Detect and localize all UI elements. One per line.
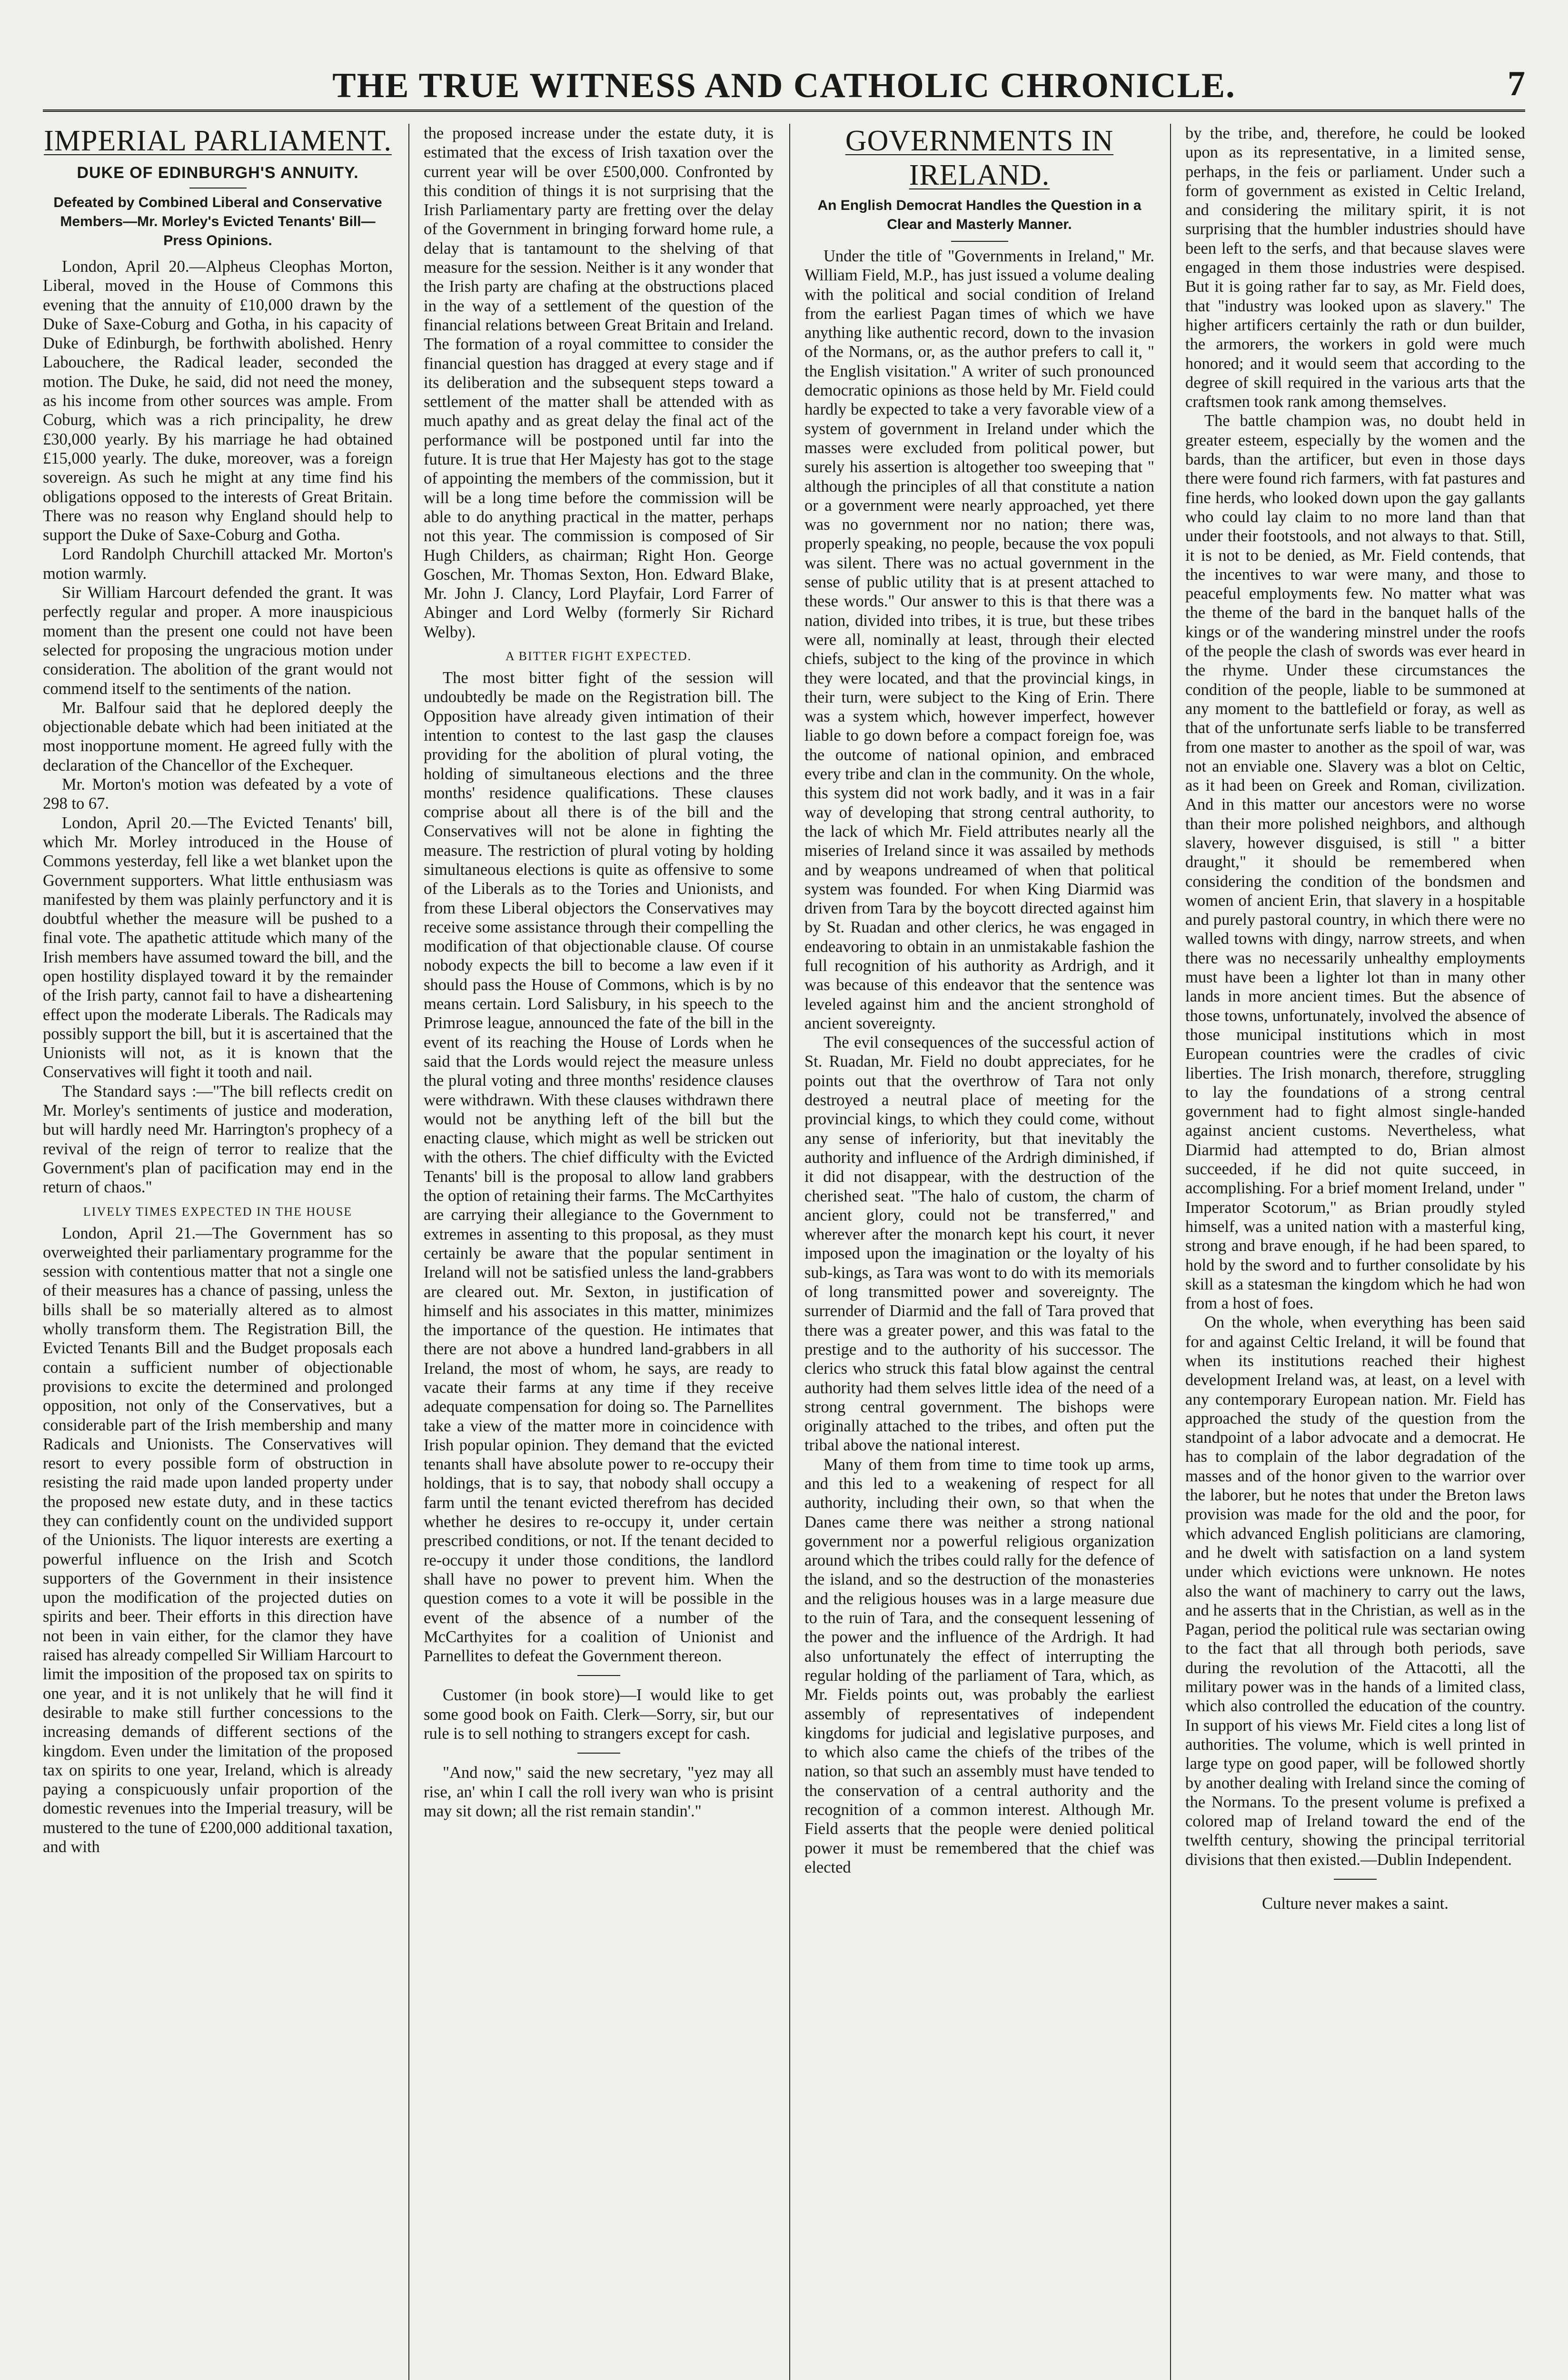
article-paragraph: The Standard says :—"The bill reflects credit on Mr. Morley's sentiments of justice and moderation, but will hardly need Mr. Harrington's prophecy of a revival of the reign of terror to realize that the Government's plan of pacification may end in the return of chaos." [43, 1082, 393, 1197]
running-title: THE TRUE WITNESS AND CATHOLIC CHRONICLE. [332, 66, 1236, 105]
article-paragraph: Lord Randolph Churchill attacked Mr. Morton's motion warmly. [43, 545, 393, 583]
article-paragraph: The battle champion was, no doubt held in greater esteem, especially by the women and the bards, than the artificer, but even in those days there were found rich farmers, with fat pastures and fine herds, who looked down upon the gay gallants who could lay claim to no more land than that under their footstools, and not always to that. Still, it is not to be denied, as Mr. Field contends, that the incentives to war were many, and those to peaceful employments few. No matter what was the theme of the bard in the banquet halls of the kings or of the wandering minstrel under the roofs of the people the clash of swords was ever heard in the rhyme. Under these circumstances the condition of the people, liable to be summoned at any moment to the battlefield or foray, as well as that of the unfortunate serfs liable to be transferred from one master to another as the spoil of war, was not an enviable one. Slavery was a blot on Celtic, as it had been on Greek and Roman, civilization. And in this matter our ancestors were no worse than their more polished neighbors, and although slavery, however disguised, is still " a bitter draught," it should be remembered when considering the condition of the bondsmen and women of ancient Erin, that slavery in a hospitable and purely pastoral country, in which there were no walled towns with dingy, narrow streets, and when there was no necessarily unhealthy employments must have been a lighter lot than in many other lands in more ancient times. But the absence of those towns, unfortunately, involved the absence of those municipal institutions which in most European countries were the cradles of civic liberties. The Irish monarch, therefore, struggling to lay the foundations of a strong central government had to fight almost single-handed against ancient customs. Nevertheless, what Diarmid had attempted to do, Brian almost succeeded, if he did not quite succeed, in accomplishing. For a brief moment Ireland, under " Imperator Scotorum," as Brian proudly styled himself, was a united nation with a masterful king, strong and brave enough, if he had been spared, to hold by the sword and to further consolidate by his skill as a statesman the kingdom which he had won from a host of foes. [1185, 412, 1525, 1313]
article-subdeck: An English Democrat Handles the Question in a Clear and Masterly Manner. [817, 198, 1141, 232]
column-divider [408, 124, 409, 2380]
article-paragraph: Mr. Morton's motion was defeated by a vote of 298 to 67. [43, 775, 393, 813]
article-paragraph: the proposed increase under the estate duty, it is estimated that the excess of Irish taxation over the current year will be over £500,000. Confronted by this condition of things it is not surprising that the Irish Parliamentary party are fretting over the delay of the Government in bringing forward home rule, a delay that is tantamount to the shelving of that measure for the session. Neither is it any wonder that the Irish party are chafing at the obstructions placed in the way of a settlement of the question of the financial relations between Great Britain and Ireland. The formation of a royal committee to consider the financial question has dragged at every stage and if its deliberation and the subsequent steps toward a settlement of the matter shall be attended with as much apathy and as great delay the final act of the performance will be postponed until far into the future. It is true that Her Majesty has got to the stage of appointing the members of the commission, but it will be a long time before the commission will be able to do anything practical in the matter, perhaps not this year. The commission is composed of Sir Hugh Childers, as chairman; Right Hon. George Goschen, Mr. Thomas Sexton, Hon. Edward Blake, Mr. John J. Clancy, Lord Playfair, Lord Farrer of Abinger and Lord Welby (formerly Sir Richard Welby). [424, 124, 774, 641]
section-head: LIVELY TIMES EXPECTED IN THE HOUSE [83, 1204, 353, 1219]
item-rule [577, 1753, 620, 1754]
item-rule [577, 1675, 620, 1676]
article-paragraph: Sir William Harcourt defended the grant. It was perfectly regular and proper. A more inauspicious moment than the present one could not have been selected for proposing the ungracious motion under consideration. The abolition of the grant would not commend itself to the sentiments of the nation. [43, 584, 393, 698]
column-divider [1170, 124, 1171, 2380]
column-4 [1185, 124, 1525, 2380]
article-paragraph: by the tribe, and, therefore, he could be looked upon as its representative, in a limited sense, perhaps, in the feis or parliament. Under such a form of government as existed in Celtic Ireland, and considering the military spirit, it is not surprising that the humbler industries should have been left to the serfs, and that because slaves were engaged in them those industries were despised. But it is going rather far to say, as Mr. Field does, that "industry was looked upon as slavery." The higher artificers certainly the rath or dun builder, the armorers, the workers in gold were much honored; and it would seem that according to the degree of skill required in the various arts that the craftsmen took rank among themselves. [1185, 124, 1525, 411]
running-head [43, 52, 1525, 109]
article-deck: DUKE OF EDINBURGH'S ANNUITY. [77, 164, 359, 182]
head-rule [43, 109, 1525, 116]
article-paragraph: The evil consequences of the successful action of St. Ruadan, Mr. Field no doubt appreciates, for he points out that the overthrow of Tara not only destroyed a neutral place of meeting for the provincial kings, to which they could come, without any sense of inferiority, but that inevitably the authority and influence of the Ardrigh diminished, if it did not disappear, with the destruction of the cherished seat. "The halo of custom, the charm of ancient glory, could not be transferred," and wherever after the monarch kept his court, it never imposed upon the imagination or the loyalty of his sub-kings, as Tara was wont to do with its memorials of long transmitted power and sovereignty. The surrender of Diarmid and the fall of Tara proved that there was a greater power, and this was fatal to the prestige and to the authority of his successor. The clerics who struck this fatal blow against the central authority had them selves little idea of the need of a strong central government. The bishops were originally attached to the tribes, and often put the tribal above the national interest. [804, 1033, 1154, 1455]
article-paragraph: Mr. Balfour said that he deplored deeply the objectionable debate which had been initiated at the most inopportune moment. He agreed fully with the declaration of the Chancellor of the Exchequer. [43, 698, 393, 774]
column-divider [789, 124, 790, 2380]
article-headline: GOVERNMENTS IN IRELAND. [845, 125, 1114, 191]
article-paragraph: Under the title of "Governments in Ireland," Mr. William Field, M.P., has just issued a volume dealing with the political and social condition of Ireland from the earliest Pagan times of which we have anything like authentic record, down to the invasion of the Normans, or, as the author prefers to call it, " the English visitation." A writer of such pronounced democratic opinions as those held by Mr. Field could hardly be expected to take a very favorable view of a system of government in Ireland under which the masses were excluded from political power, but surely his assertion is altogether too sweeping that " although the principles of all that constitute a nation or a government were nearly approached, yet there was no government nor no nation; there was, properly speaking, no people, because the vox populi was silent. There was no actual government in the sense of public utility that is at present attached to these words." Our answer to this is that there was a nation, divided into tribes, it is true, but these tribes were all, nominally at least, through their elected chiefs, subject to the king of the province in which they were located, and that the provincial kings, in their turn, were subject to the King of Erin. There was a system which, however imperfect, however liable to go down before a compact foreign foe, was the outcome of national opinion, and embraced every tribe and clan in the community. On the whole, this system did not work badly, and it was in a fair way of developing that strong central authority, to the lack of which Mr. Field attributes nearly all the miseries of Ireland since it was assailed by methods and by weapons undreamed of when that political system was founded. For when King Diarmid was driven from Tara by the boycott directed against him by St. Ruadan and other clerics, he was engaged in endeavoring to obtain in an unmistakable fashion the full recognition of his authority as Ardrigh, and it was because of this endeavor that the sentence was leveled against him and the ancient stronghold of ancient sovereignty. [804, 247, 1154, 1032]
article-paragraph: London, April 21.—The Government has so overweighted their parliamentary programme for the session with contentious matter that not a single one of their measures has a chance of passing, unless the bills shall be so materially altered as to almost wholly transform them. The Registration Bill, the Evicted Tenants Bill and the Budget proposals each contain a sufficient number of objectionable provisions to excite the determined and prolonged opposition, not only of the Conservatives, but a considerable part of the Irish membership and many Radicals and Unionists. The Conservatives will resort to every possible form of obstruction in resisting the raid made upon landed property under the proposed new estate duty, and in these tactics they can confidently count on the undivided support of the Unionists. The liquor interests are exerting a powerful influence on the Irish and Scotch supporters of the Government in their insistence upon the modification of the projected duties on spirits and beer. Their efforts in this direction have not been in vain either, for the clamor they have raised has already compelled Sir William Harcourt to limit the imposition of the proposed tax on spirits to one year, and it is not unlikely that he will find it desirable to make still further concessions to the increasing demands of different sections of the kingdom. Even under the limitation of the proposed tax on spirits to one year, Ireland, which is already paying a conspicuously unfair proportion of the domestic revenues into the Imperial treasury, will be mustered to the tune of £200,000 additional taxation, and with [43, 1224, 393, 1856]
section-head: A BITTER FIGHT EXPECTED. [505, 649, 692, 664]
article-subdeck: Defeated by Combined Liberal and Conservative Members—Mr. Morley's Evicted Tenants' Bill—Press Opinions. [53, 195, 382, 248]
column-1 [43, 124, 393, 2380]
article-paragraph: The most bitter fight of the session will undoubtedly be made on the Registration bill. The Opposition have already given intimation of their intention to contest to the last gasp the clauses providing for the abolition of plural voting, the holding of simultaneous elections and the three months' residence qualifications. These clauses comprise about all there is of the bill and the Conservatives will not be alone in fighting the measure. The restriction of plural voting by holding simultaneous elections is quite as offensive to some of the Liberals as to the Tories and Unionists, and from these Liberal objectors the Conservatives may receive some assistance through their compelling the modification of that objectionable clause. Of course nobody expects the bill to become a law even if it should pass the House of Commons, which is by no means certain. Lord Salisbury, in his speech to the Primrose league, announced the fate of the bill in the event of its reaching the House of Lords when he said that the Lords would reject the measure unless the plural voting and three months' residence clauses were withdrawn. With these clauses withdrawn there would not be anything left of the bill but the enacting clause, which might as well be stricken out with the others. The chief difficulty with the Evicted Tenants' bill is the proposal to allow land grabbers the option of retaining their farms. The McCarthyites are carrying their allegiance to the Government to extremes in assenting to this proposal, as they must certainly be aware that the popular sentiment in Ireland will not be satisfied unless the land-grabbers are cleared out. Mr. Sexton, in justification of himself and his associates in this matter, minimizes the importance of the question. He intimates that there are not above a hundred land-grabbers in all Ireland, the most of whom, he says, are ready to vacate their farms at any time if they receive adequate compensation for doing so. The Parnellites take a view of the matter more in coincidence with Irish popular opinion. They demand that the evicted tenants shall have absolute power to re-occupy their holdings, that is to say, that nobody shall occupy a farm until the tenant evicted therefrom has decided whether he desires to re-occupy it, under certain prescribed conditions, or not. If the tenant decided to re-occupy it under those conditions, the landlord shall have no power to prevent him. When the question comes to a vote it will be possible in the event of the absence of a number of the McCarthyites for a coalition of Unionist and Parnellites to defeat the Government thereon. [424, 669, 774, 1666]
article-paragraph: Many of them from time to time took up arms, and this led to a weakening of respect for all authority, including their own, so that when the Danes came there was neither a strong national government nor a powerful religious organization around which the tribes could rally for the defence of the island, and so the destruction of the monasteries and the religious houses was in a large measure due to the ruin of Tara, and the consequent lessening of the power and the influence of the Ardrigh. It had also unfortunately the effect of interrupting the regular holding of the parliament of Tara, which, as Mr. Fields points out, was probably the earliest assembly of representatives of independent kingdoms for judicial and legislative purposes, and to which also came the chiefs of the tribes of the nation, so that such an assembly must have tended to the conservation of a central authority and the recognition of a common interest. Although Mr. Field asserts that the people were denied political power it must be remembered that the chief was elected [804, 1455, 1154, 1876]
column-2 [424, 124, 774, 2380]
article-paragraph: Customer (in book store)—I would like to get some good book on Faith. Clerk—Sorry, sir, but our rule is to sell nothing to strangers except for cash. [424, 1686, 774, 1743]
article-paragraph: On the whole, when everything has been said for and against Celtic Ireland, it will be found that when its institutions reached their highest development Ireland was, at least, on a level with any contemporary European nation. Mr. Field has approached the study of the question from the standpoint of a labor advocate and a democrat. He has to complain of the labor degradation of the masses and of the honor given to the warrior over the laborer, but he notes that under the Breton laws provision was made for the old and the poor, for which advanced English politicians are clamoring, and he dwelt with satisfaction on a land system under which evictions were unknown. He notes also the want of machinery to carry out the laws, and he asserts that in the Christian, as well as in the Pagan, period the political rule was sectarian owing to the fact that all through both periods, save during the revolution of the Attacotti, all the military power was in the hands of a limited class, which also controlled the education of the country. In support of his views Mr. Field cites a long list of authorities. The volume, which is well printed in large type on good paper, will be followed shortly by another dealing with Ireland since the coming of the Normans. To the present volume is prefixed a colored map of Ireland toward the end of the twelfth century, showing the principal territorial divisions that then existed.—Dublin Independent. [1185, 1313, 1525, 1869]
article-headline: IMPERIAL PARLIAMENT. [44, 125, 392, 157]
page-number: 7 [1508, 64, 1525, 103]
article-paragraph: London, April 20.—The Evicted Tenants' bill, which Mr. Morley introduced in the House of Commons yesterday, fell like a wet blanket upon the Government supporters. What little enthusiasm was manifested by them was plainly perfunctory and it is doubtful whether the measure will be pushed to a final vote. The apathetic attitude which many of the Irish members have assumed toward the bill, and the open hostility displayed toward it by the remainder of the Irish party, cannot fail to have a disheartening effect upon the moderate Liberals. The Radicals may possibly support the bill, but it is ascertained that the Unionists will not, as it is known that the Conservatives will fight it tooth and nail. [43, 813, 393, 1081]
item-rule [1334, 1879, 1377, 1880]
article-paragraph: "And now," said the new secretary, "yez may all rise, an' whin I call the roll ivery wan who is prisint may sit down; all the rist remain standin'." [424, 1764, 774, 1820]
closing-line: Culture never makes a saint. [1262, 1894, 1449, 1913]
article-paragraph: London, April 20.—Alpheus Cleophas Morton, Liberal, moved in the House of Commons this evening that the annuity of £10,000 drawn by the Duke of Saxe-Coburg and Gotha, in his capacity of Duke of Edinburgh, be forthwith abolished. Henry Labouchere, the Radical leader, seconded the motion. The Duke, he said, did not need the money, as his income from other sources was ample. From Coburg, which was a rich principality, he drew £30,000 yearly. By his marriage he had obtained £15,000 yearly. The duke, moreover, was a foreign sovereign. As such he might at any time find his obligations opposed to the interests of Great Britain. There was no reason why England should help to support the Duke of Saxe-Coburg and Gotha. [43, 258, 393, 545]
short-rule [951, 241, 1008, 242]
column-3 [804, 124, 1154, 2380]
